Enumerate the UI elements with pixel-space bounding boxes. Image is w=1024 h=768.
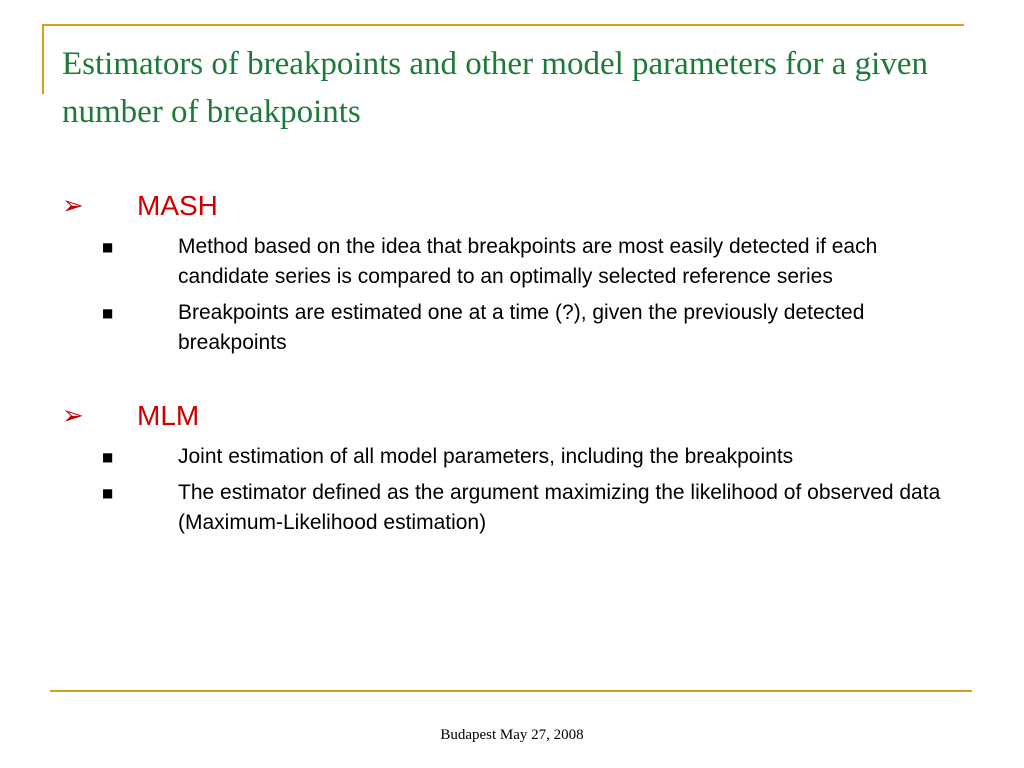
slide-content bbox=[62, 186, 962, 576]
bullet-text: The estimator defined as the argument maximizing the likelihood of observed data (Maximum-Likelihood estimation) bbox=[178, 481, 941, 534]
footer-text: Budapest May 27, 2008 bbox=[440, 727, 584, 743]
arrow-bullet-icon: ➢ bbox=[62, 191, 84, 221]
section-mlm bbox=[62, 396, 962, 538]
section-header bbox=[62, 186, 962, 226]
bullet-text: Joint estimation of all model parameters, including the breakpoints bbox=[178, 445, 794, 468]
left-accent-line bbox=[42, 24, 44, 94]
list-item bbox=[62, 298, 962, 358]
section-header bbox=[62, 396, 962, 436]
arrow-bullet-icon: ➢ bbox=[62, 401, 84, 431]
bullet-text: Method based on the idea that breakpoints are most easily detected if each candidate series is compared to an optimally selected reference series bbox=[178, 235, 878, 288]
bullet-text: Breakpoints are estimated one at a time (?), given the previously detected breakpoints bbox=[178, 301, 865, 354]
section-mash bbox=[62, 186, 962, 358]
list-item bbox=[62, 232, 962, 292]
square-bullet-icon: ■ bbox=[102, 450, 114, 464]
footer-divider bbox=[50, 690, 972, 692]
list-item bbox=[62, 478, 962, 538]
section-title-mash: MASH bbox=[137, 190, 218, 221]
square-bullet-icon: ■ bbox=[102, 240, 114, 254]
section-title-mlm: MLM bbox=[137, 400, 200, 431]
list-item bbox=[62, 442, 962, 472]
top-accent-line bbox=[42, 24, 964, 26]
square-bullet-icon: ■ bbox=[102, 306, 114, 320]
slide-title: Estimators of breakpoints and other model parameters for a given number of breakpoints bbox=[62, 46, 928, 130]
square-bullet-icon: ■ bbox=[102, 486, 114, 500]
